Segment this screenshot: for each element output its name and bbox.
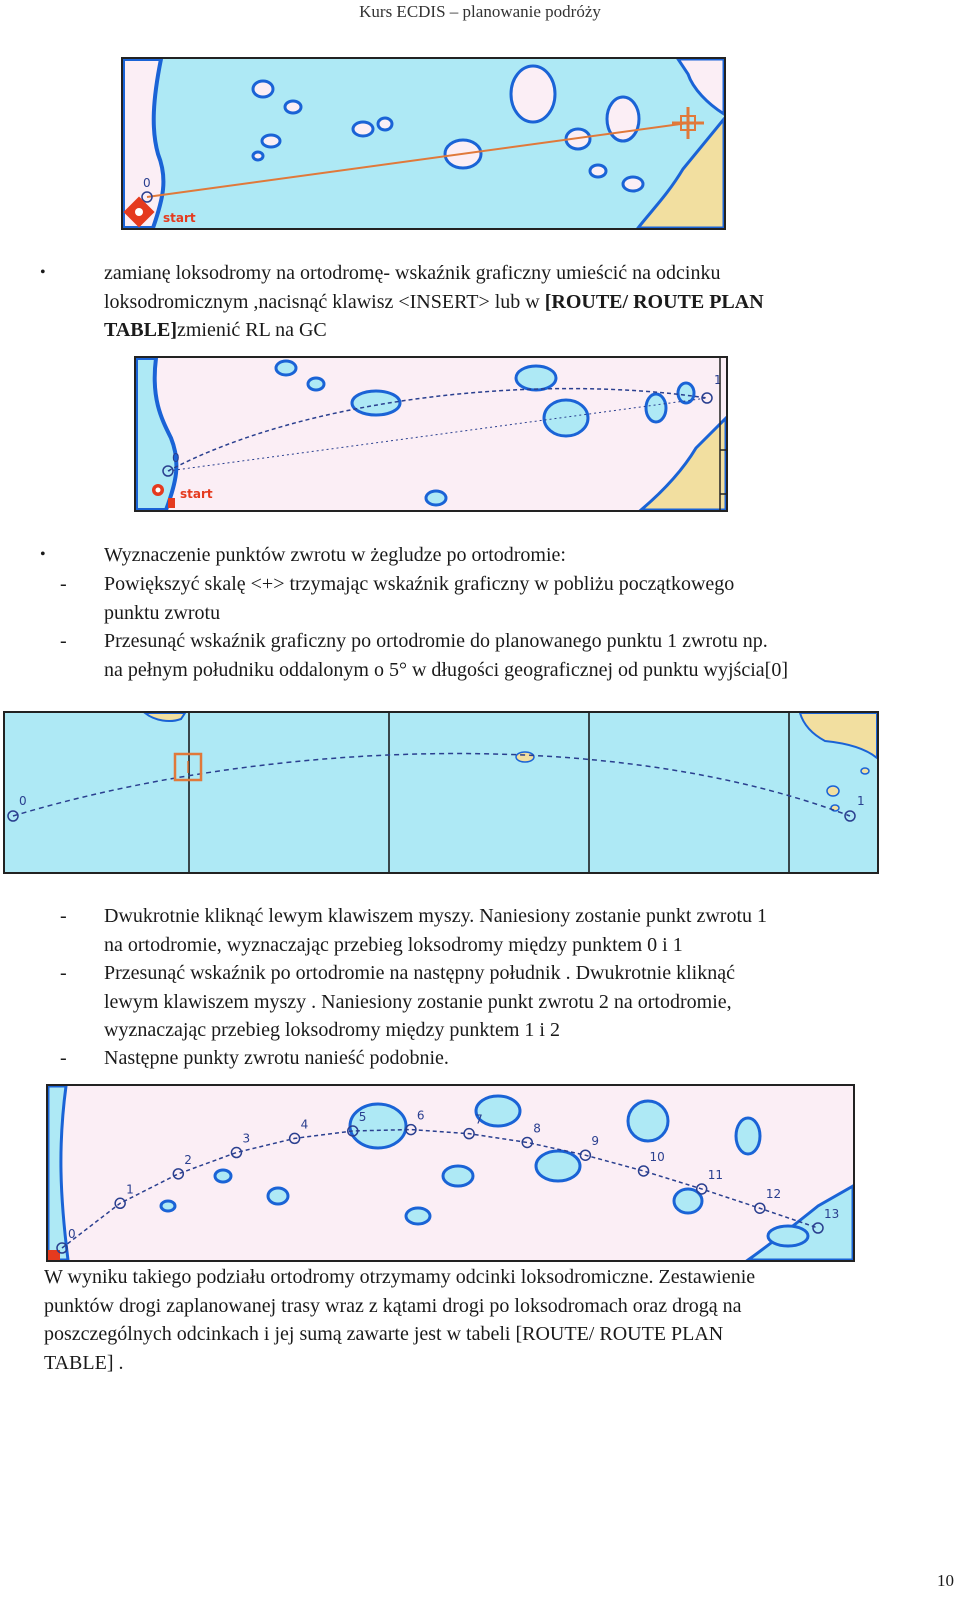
bullet-2-title: Wyznaczenie punktów zwrotu w żegludze po ortodromie: [104,544,566,566]
map4-waypoint-label: 5 [358,1109,367,1124]
map4-waypoint-label: 9 [591,1134,600,1149]
map4-waypoint-label: 0 [68,1227,76,1241]
map4-waypoint-label: 13 [824,1207,840,1221]
step-2-line-3: wyznaczając przebieg loksodromy między punktem 1 i 2 [104,1019,560,1041]
map2-point-label-0: 0 [172,451,180,465]
bullet-1-line-1: zamianę loksodromy na ortodromę- wskaźnik graficzny umieścić na odcinku [104,262,721,284]
conclusion-paragraph [44,1263,944,1377]
bullet-1-text [104,259,954,345]
bullet-1-symbol: • [40,264,46,281]
map4-waypoint-label: 8 [533,1121,541,1136]
map4-waypoint-label: 7 [475,1112,483,1127]
chart-map-4 [46,1084,855,1262]
step-1 [104,902,954,959]
map4-waypoint-label: 6 [416,1108,425,1123]
bullet-1-line-2: loksodromicznym ,nacisnąć klawisz <INSERT> lub w [ROUTE/ ROUTE PLAN [104,290,764,313]
conclusion-line-4: TABLE] . [44,1351,124,1374]
map4-waypoint-label: 1 [126,1182,134,1197]
map3-point-label-1: 1 [857,794,865,808]
step-3-dash: - [60,1047,67,1069]
map1-start-tag: start [163,211,196,225]
map3-point-label-0: 0 [19,794,27,808]
step-2-line-1: Przesunąć wskaźnik po ortodromie na następny południk . Dwukrotnie kliknąć [104,962,735,984]
map4-waypoint-label: 10 [649,1149,665,1164]
map4-waypoint-label: 3 [242,1131,251,1146]
step-1-dash: - [60,905,67,927]
map2-start-tag: start [180,487,213,501]
step-3: Następne punkty zwrotu nanieść podobnie. [104,1047,449,1069]
conclusion-line-1: W wyniku takiego podziału ortodromy otrzymamy odcinki loksodromiczne. Zestawienie [44,1266,756,1288]
conclusion-line-3: poszczególnych odcinkach i jej sumą zawarte jest w tabeli [ROUTE/ ROUTE PLAN [44,1323,724,1345]
bullet-2-item-1-line-1: Powiększyć skalę <+> trzymając wskaźnik graficzny w pobliżu początkowego [104,573,735,595]
bullet-2-item-2-dash: - [60,630,67,652]
bullet-1-line-3: TABLE]zmienić RL na GC [104,319,327,341]
bullet-2-item-2-line-2: na pełnym południku oddalonym o 5° w długości geograficznej od punktu wyjścia[0] [104,658,788,681]
step-2-line-2: lewym klawiszem myszy . Naniesiony zostanie punkt zwrotu 2 na ortodromie, [104,990,732,1013]
bullet-2-item-1 [104,570,954,627]
page-header: Kurs ECDIS – planowanie podróży [359,2,601,21]
chart-map-3 [3,711,879,874]
step-2 [104,959,954,1045]
map1-point-label: 0 [143,176,151,190]
bullet-2-item-1-dash: - [60,573,67,595]
bullet-2-item-1-line-2: punktu zwrotu [104,601,221,624]
map4-waypoint-label: 4 [300,1117,309,1132]
page-number: 10 [937,1571,954,1590]
chart-map-2 [134,356,728,512]
step-1-line-2: na ortodromie, wyznaczając przebieg loksodromy między punktem 0 i 1 [104,933,683,956]
conclusion-line-2: punktów drogi zaplanowanej trasy wraz z kątami drogi po loksodromach oraz drogą na [44,1294,742,1317]
map2-point-label-1: 1 [714,373,722,387]
map4-waypoint-label: 2 [184,1152,192,1167]
map4-waypoint-label: 12 [765,1187,782,1202]
chart-map-1 [121,57,726,230]
bullet-2-symbol: • [40,546,46,563]
bullet-2-item-2-line-1: Przesunąć wskaźnik graficzny po ortodromie do planowanego punktu 1 zwrotu np. [104,630,768,652]
map4-waypoint-label: 11 [707,1167,723,1182]
step-2-dash: - [60,962,67,984]
step-1-line-1: Dwukrotnie kliknąć lewym klawiszem myszy. Naniesiony zostanie punkt zwrotu 1 [104,905,767,927]
bullet-2-item-2 [104,627,954,684]
